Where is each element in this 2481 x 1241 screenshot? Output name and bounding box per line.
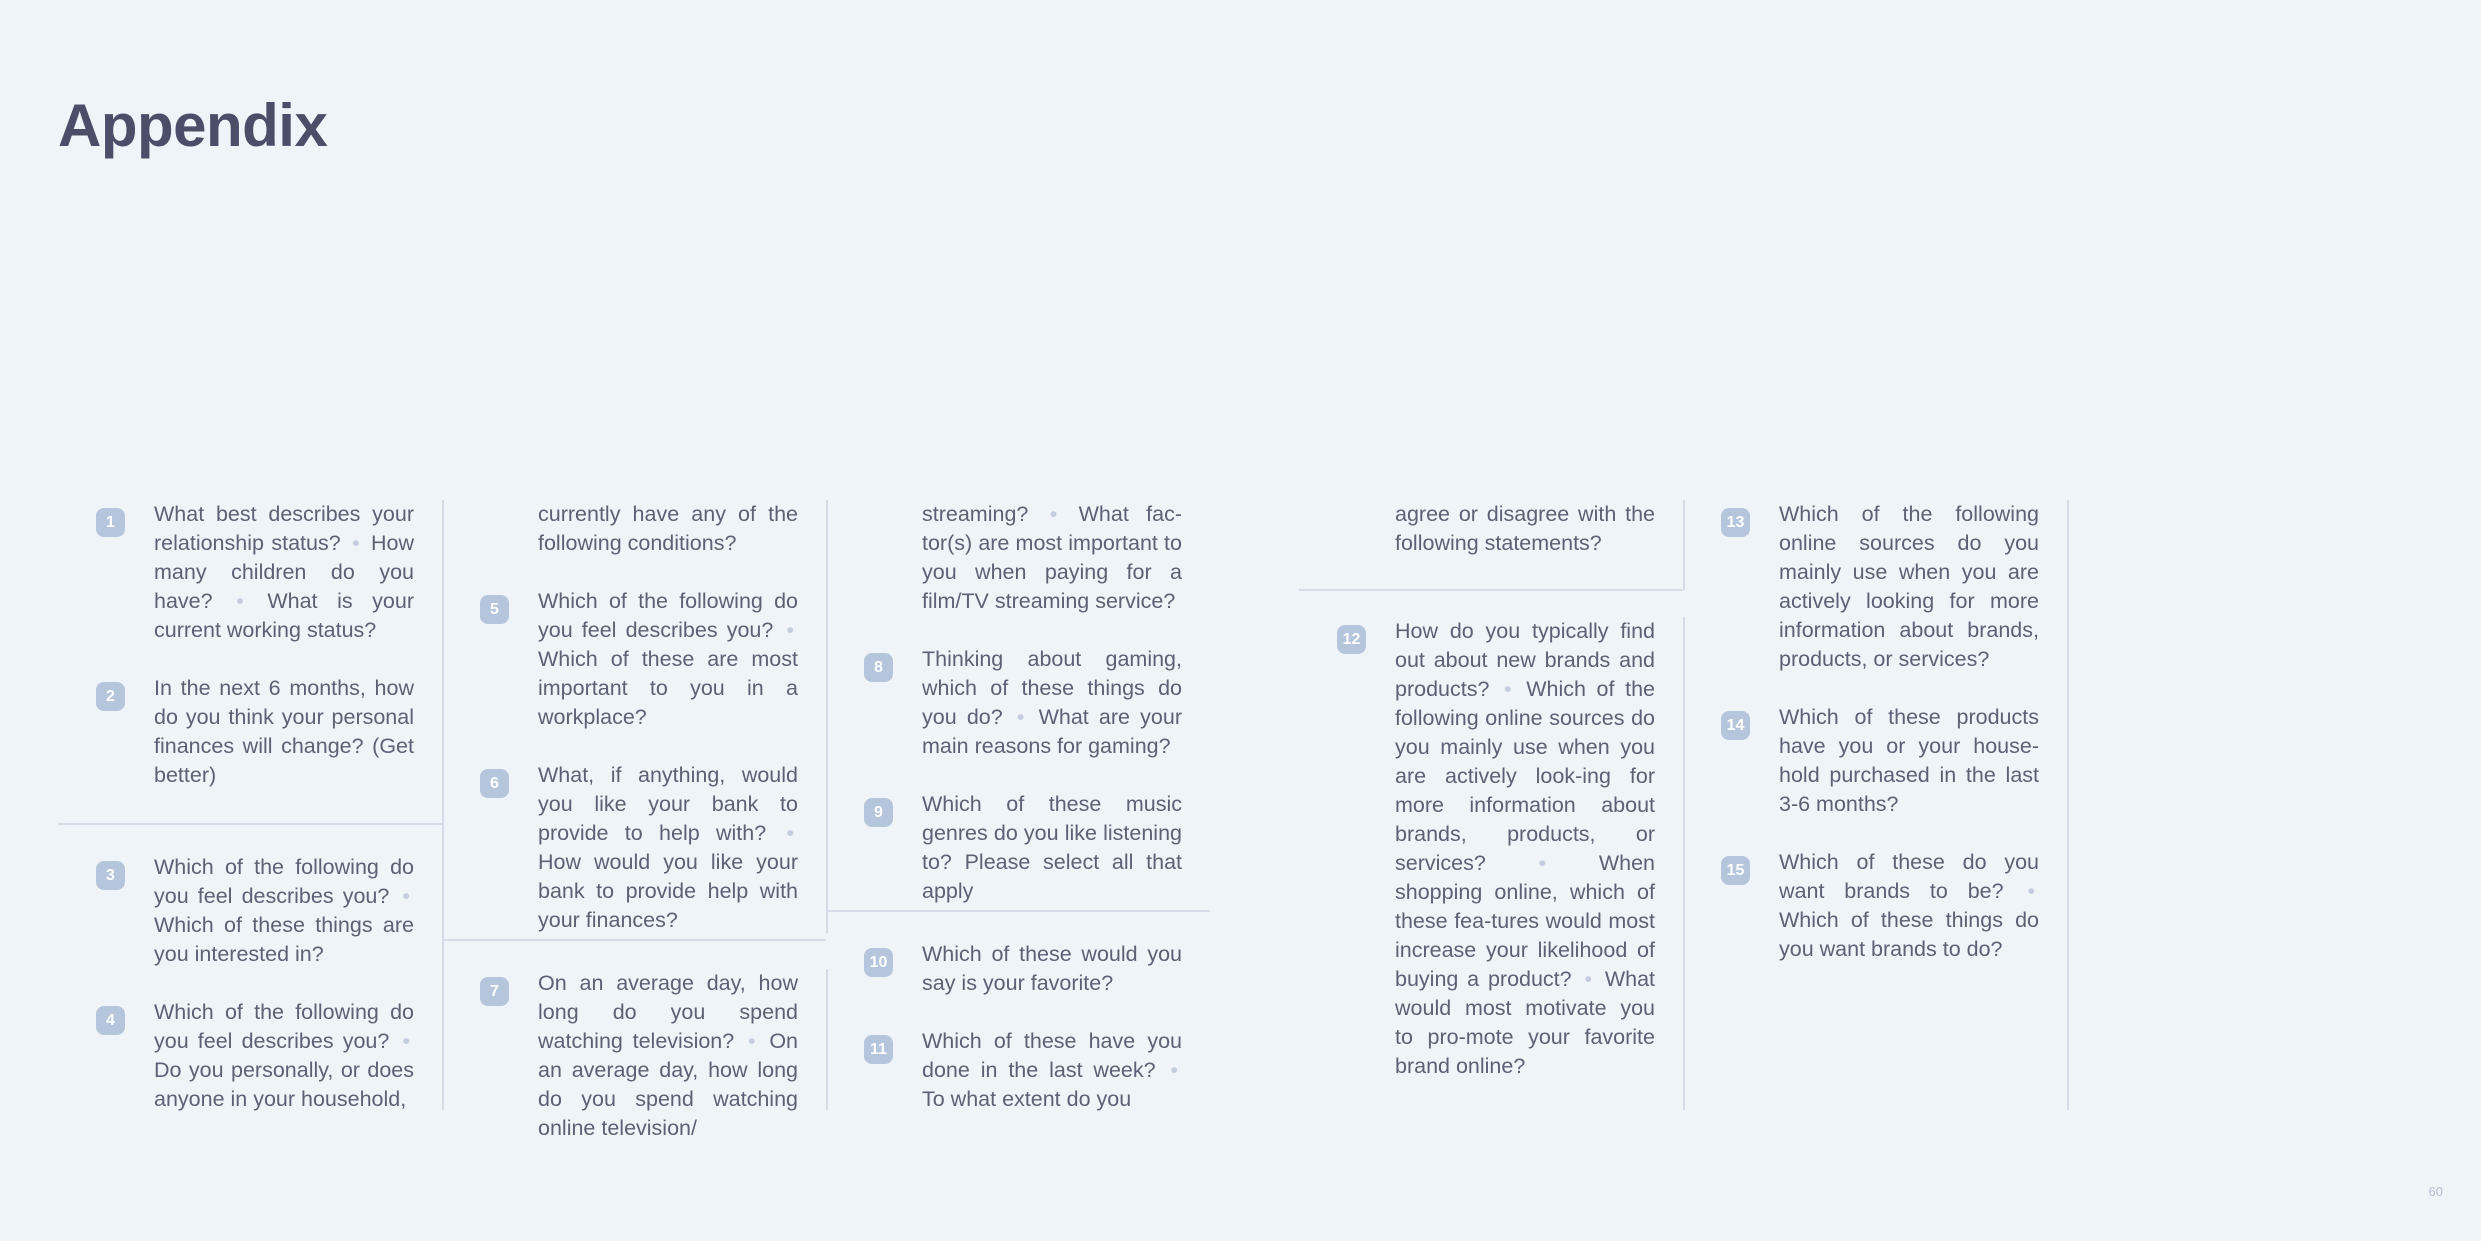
question-text: Which of these do you want brands to be? • Which of these things do you want brands to do? — [1779, 850, 2039, 961]
question-text: Which of these music genres do you like listening to? Please select all that apply — [922, 792, 1182, 903]
question-number-badge: 4 — [96, 1006, 125, 1035]
appendix-column-2 — [442, 500, 828, 933]
question-group — [58, 500, 442, 790]
question-number-badge: 5 — [480, 595, 509, 624]
bullet-separator: • — [786, 821, 794, 845]
question-item — [826, 645, 1210, 761]
question-text: Which of these would you say is your favorite? — [922, 942, 1182, 995]
bullet-separator: • — [1538, 851, 1547, 875]
question-item — [58, 853, 442, 969]
bullet-separator: • — [1049, 502, 1058, 526]
bullet-separator: • — [402, 884, 410, 908]
question-item — [1683, 848, 2067, 964]
question-text: Thinking about gaming, which of these things do you do? • What are your main reasons for gaming? — [922, 647, 1182, 758]
bullet-separator: • — [2027, 879, 2035, 903]
question-text: Which of the following do you feel describes you? • Which of these are most important to you in a workplace? — [538, 589, 798, 729]
page-title: Appendix — [58, 92, 328, 159]
question-item — [442, 500, 826, 558]
question-item — [58, 998, 442, 1114]
question-text: currently have any of the following conditions? — [538, 502, 798, 555]
appendix-column-3-lower — [826, 940, 1210, 1110]
bullet-separator: • — [236, 589, 244, 613]
appendix-column-4-lower — [1299, 617, 1685, 1110]
question-number-badge: 11 — [864, 1035, 893, 1064]
question-number-badge: 15 — [1721, 856, 1750, 885]
page-number: 60 — [2428, 1184, 2443, 1199]
question-text: Which of the following do you feel describes you? • Which of these things are you interested in? — [154, 855, 414, 966]
question-item — [1683, 500, 2067, 674]
group-divider — [58, 823, 442, 825]
question-text: Which of the following online sources do you mainly use when you are actively looking for more information about brands, products, or services? — [1779, 502, 2039, 671]
question-item — [826, 940, 1210, 998]
question-item — [826, 1027, 1210, 1114]
appendix-column-4 — [1299, 500, 1685, 590]
appendix-column-3 — [826, 500, 1210, 903]
question-number-badge: 8 — [864, 653, 893, 682]
question-text: What, if anything, would you like your bank to provide to help with? • How would you like your bank to provide help with your finances? — [538, 763, 798, 932]
question-number-badge: 1 — [96, 508, 125, 537]
question-item — [442, 587, 826, 732]
question-text: agree or disagree with the following statements? — [1395, 502, 1655, 555]
question-item — [58, 674, 442, 790]
bullet-separator: • — [1170, 1058, 1178, 1082]
question-item — [442, 969, 826, 1143]
question-item — [1299, 617, 1683, 1081]
question-item — [1683, 703, 2067, 819]
bullet-separator: • — [748, 1029, 756, 1053]
question-number-badge: 12 — [1337, 625, 1366, 654]
question-number-badge: 13 — [1721, 508, 1750, 537]
question-text: How do you typically find out about new brands and products? • Which of the following online sources do you mainly use when you are actively look-ing for more information about brands, products, or services? • When shopping online, which of these fea-tures would most increase your likelihood of buying a product? • What would most motivate you to pro-mote your favorite brand online? — [1395, 619, 1655, 1078]
question-number-badge: 2 — [96, 682, 125, 711]
question-item — [442, 761, 826, 935]
question-text: Which of these have you done in the last week? • To what extent do you — [922, 1029, 1182, 1111]
question-item — [826, 500, 1210, 616]
question-text: Which of these products have you or your house-hold purchased in the last 3-6 months? — [1779, 705, 2039, 816]
appendix-column-5 — [1683, 500, 2069, 1110]
group-divider — [1299, 589, 1683, 591]
question-number-badge: 10 — [864, 948, 893, 977]
question-text: On an average day, how long do you spend watching television? • On an average day, how long do you spend watching online television/ — [538, 971, 798, 1140]
bullet-separator: • — [402, 1029, 410, 1053]
question-item — [58, 500, 442, 645]
question-number-badge: 3 — [96, 861, 125, 890]
bullet-separator: • — [1584, 967, 1592, 991]
question-text: What best describes your relationship status? • How many children do you have? • What is your current working status? — [154, 502, 415, 642]
question-text: streaming? • What fac-tor(s) are most important to you when paying for a film/TV streaming service? — [922, 502, 1182, 613]
question-item — [826, 790, 1210, 906]
group-divider — [442, 939, 826, 941]
question-number-badge: 14 — [1721, 711, 1750, 740]
group-divider — [826, 910, 1210, 912]
appendix-column-1-lower — [58, 853, 444, 1110]
question-text: In the next 6 months, how do you think your personal finances will change? (Get better) — [154, 676, 414, 787]
bullet-separator: • — [1504, 677, 1512, 701]
question-number-badge: 7 — [480, 977, 509, 1006]
question-number-badge: 9 — [864, 798, 893, 827]
question-text: Which of the following do you feel describes you? • Do you personally, or does anyone in your household, — [154, 1000, 414, 1111]
appendix-column-2-lower — [442, 969, 828, 1140]
bullet-separator: • — [786, 618, 794, 642]
bullet-separator: • — [1016, 705, 1025, 729]
bullet-separator: • — [352, 531, 360, 555]
question-number-badge: 6 — [480, 769, 509, 798]
question-item — [1299, 500, 1683, 558]
